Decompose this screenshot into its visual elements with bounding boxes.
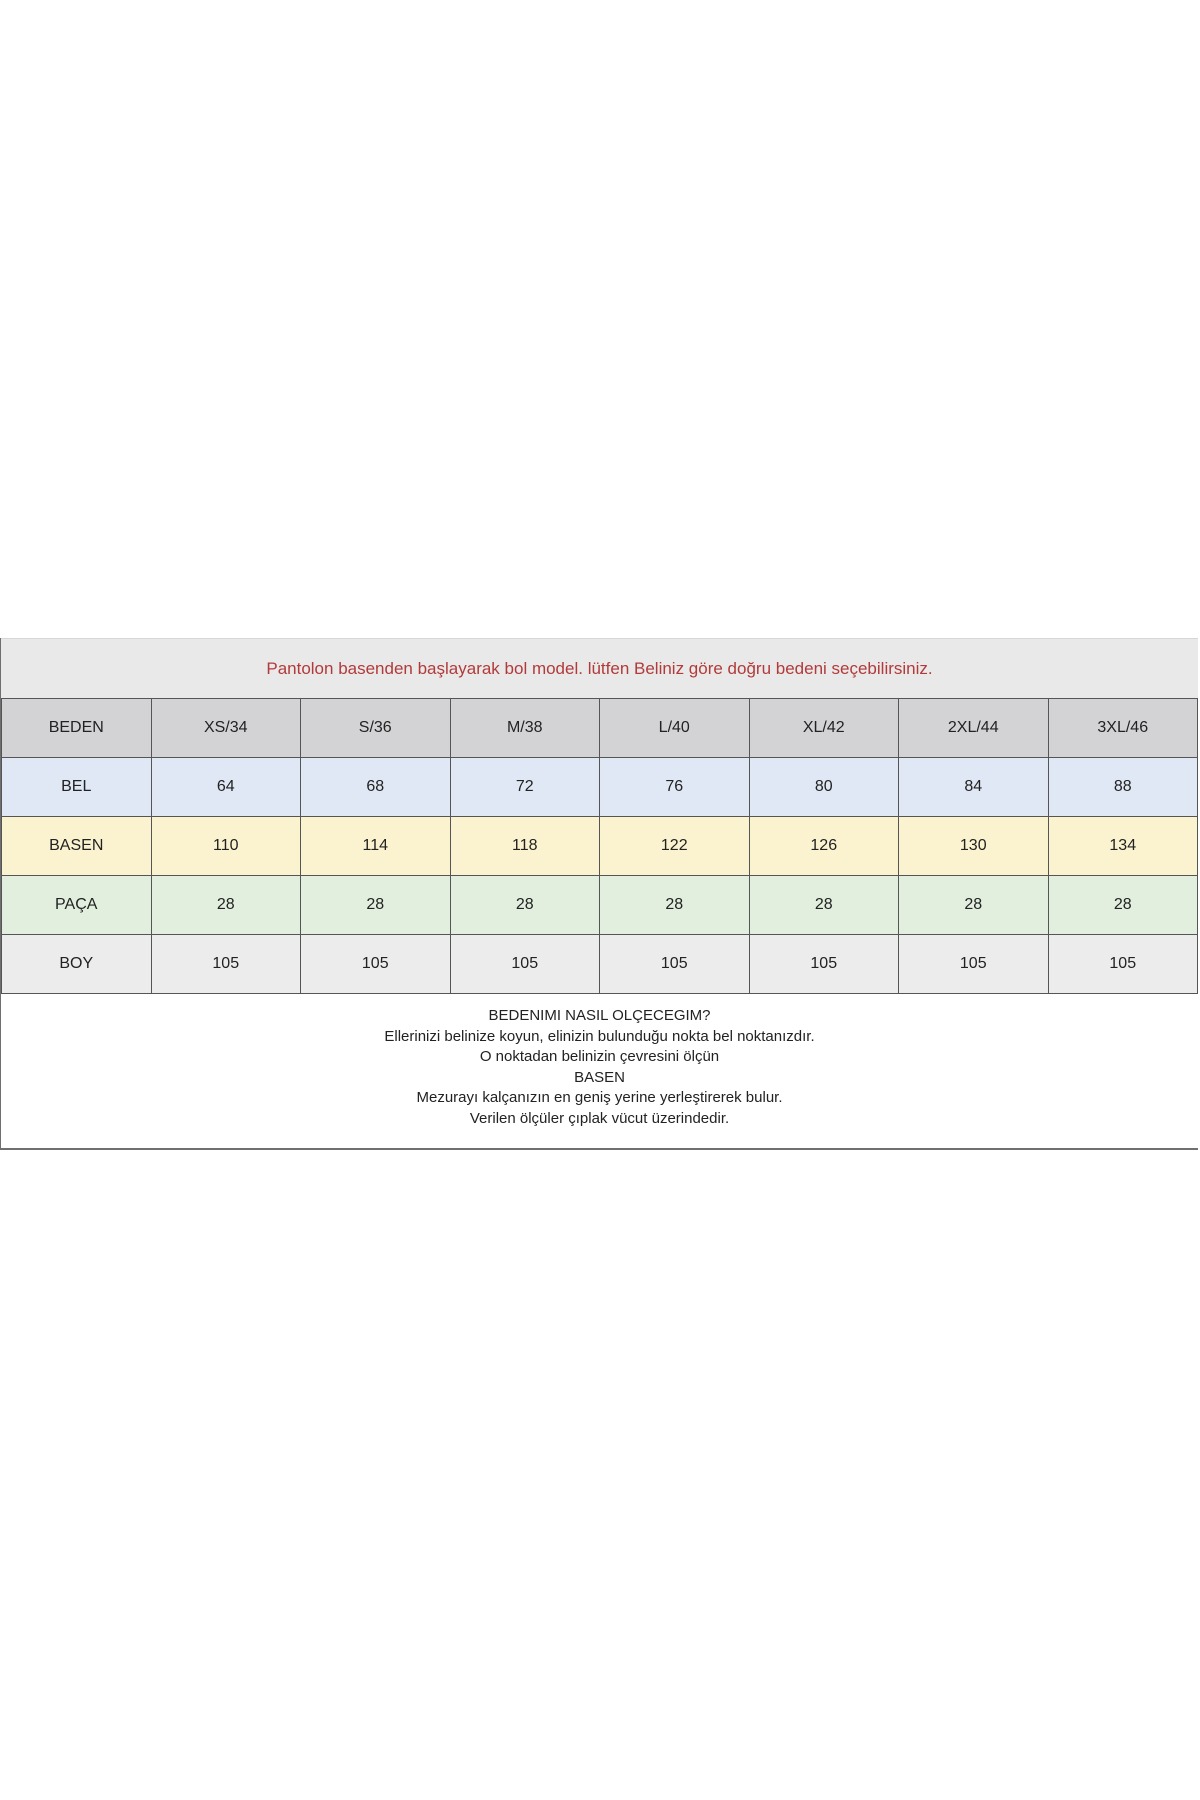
size-chart (0, 638, 1198, 1150)
table-cell: 105 (600, 935, 750, 994)
chart-title: Pantolon basenden başlayarak bol model. lütfen Beliniz göre doğru bedeni seçebilirsiniz. (266, 658, 933, 678)
table-cell: 105 (151, 935, 301, 994)
table-cell: 130 (899, 817, 1049, 876)
table-cell: 105 (749, 935, 899, 994)
table-cell: 28 (151, 876, 301, 935)
row-label: BEL (2, 758, 152, 817)
table-header-row (2, 699, 1198, 758)
table-cell: 72 (450, 758, 600, 817)
instructions-heading: BEDENIMI NASIL OLÇECEGIM? (488, 1007, 711, 1024)
row-label: PAÇA (2, 876, 152, 935)
table-cell: 28 (450, 876, 600, 935)
header-cell: XL/42 (749, 699, 899, 758)
table-cell: 64 (151, 758, 301, 817)
size-table (1, 698, 1198, 994)
instruction-line: Verilen ölçüler çıplak vücut üzerindedir. (469, 1109, 730, 1127)
table-cell: 122 (600, 817, 750, 876)
header-cell: L/40 (600, 699, 750, 758)
table-cell: 105 (301, 935, 451, 994)
table-cell: 28 (301, 876, 451, 935)
header-cell: S/36 (301, 699, 451, 758)
table-cell: 68 (301, 758, 451, 817)
table-cell: 114 (301, 817, 451, 876)
table-row-paca (2, 876, 1198, 935)
table-cell: 76 (600, 758, 750, 817)
header-cell: M/38 (450, 699, 600, 758)
table-cell: 118 (450, 817, 600, 876)
measuring-instructions (1, 994, 1198, 1129)
table-cell: 134 (1048, 817, 1198, 876)
table-cell: 80 (749, 758, 899, 817)
header-cell: 2XL/44 (899, 699, 1049, 758)
header-cell: 3XL/46 (1048, 699, 1198, 758)
table-cell: 28 (1048, 876, 1198, 935)
table-cell: 28 (749, 876, 899, 935)
header-cell: XS/34 (151, 699, 301, 758)
table-cell: 126 (749, 817, 899, 876)
table-cell: 28 (899, 876, 1049, 935)
instruction-subheading: BASEN (574, 1068, 625, 1086)
table-cell: 28 (600, 876, 750, 935)
chart-title-bar (1, 638, 1198, 698)
row-label: BASEN (2, 817, 152, 876)
header-cell: BEDEN (2, 699, 152, 758)
table-row-boy (2, 935, 1198, 994)
table-cell: 84 (899, 758, 1049, 817)
instruction-line: Mezurayı kalçanızın en geniş yerine yerleştirerek bulur. (416, 1089, 783, 1106)
table-row-bel (2, 758, 1198, 817)
instruction-line: Ellerinizi belinize koyun, elinizin bulunduğu nokta bel noktanızdır. (384, 1027, 815, 1045)
table-cell: 105 (899, 935, 1049, 994)
instruction-line: O noktadan belinizin çevresini ölçün (479, 1048, 720, 1065)
table-cell: 110 (151, 817, 301, 876)
row-label: BOY (2, 935, 152, 994)
table-cell: 88 (1048, 758, 1198, 817)
table-row-basen (2, 817, 1198, 876)
table-cell: 105 (1048, 935, 1198, 994)
table-cell: 105 (450, 935, 600, 994)
